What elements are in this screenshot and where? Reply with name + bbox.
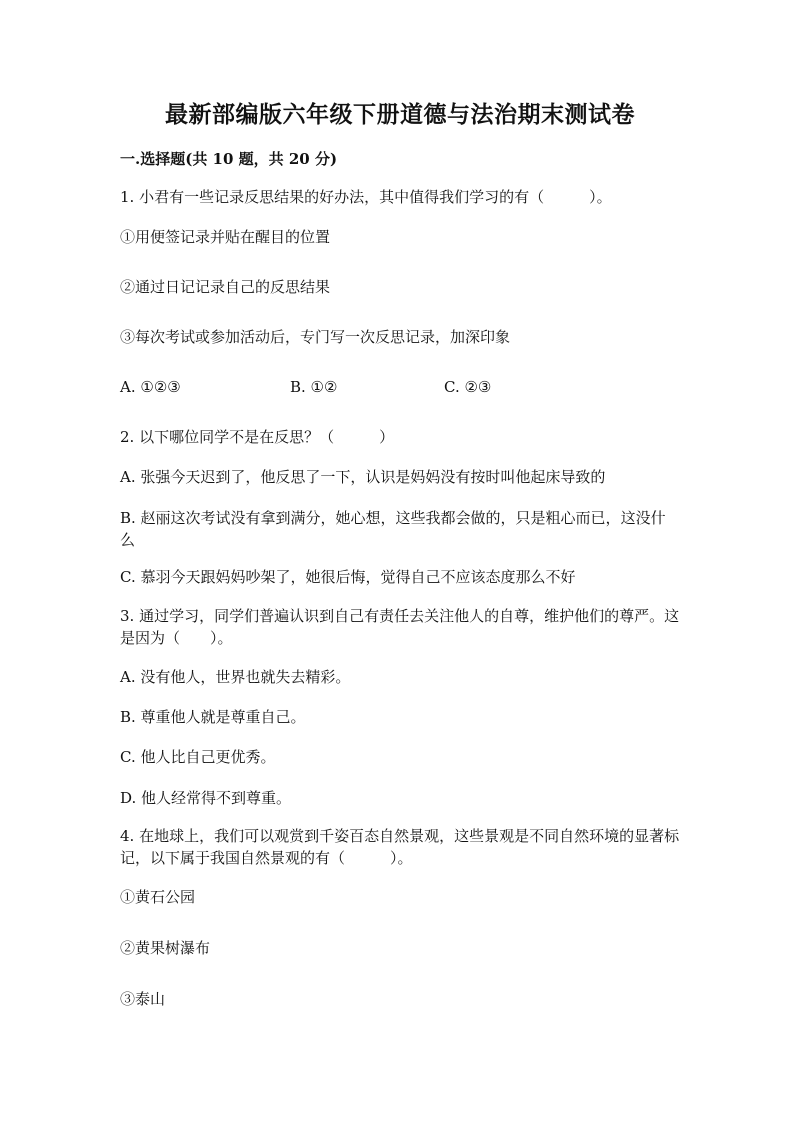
question-1-option-b: B. ①② — [290, 378, 338, 396]
question-3-stem: 3. 通过学习，同学们普遍认识到自己有责任去关注他人的自尊，维护他们的尊严。这是因为（ ）。 — [120, 607, 680, 647]
question-2-stem: 2. 以下哪位同学不是在反思？（ ） — [120, 428, 395, 446]
question-1-option-a: A. ①②③ — [120, 378, 181, 396]
question-3-option-b: B. 尊重他人就是尊重自己。 — [120, 708, 306, 726]
question-1-item-1: ①用便签记录并贴在醒目的位置 — [120, 228, 331, 246]
question-4-item-1: ①黄石公园 — [120, 888, 196, 906]
question-3-option-a: A. 没有他人，世界也就失去精彩。 — [120, 668, 351, 686]
page-title: 最新部编版六年级下册道德与法治期末测试卷 — [165, 101, 635, 128]
question-1-item-2: ②通过日记记录自己的反思结果 — [120, 278, 331, 296]
question-1-option-c: C. ②③ — [444, 378, 492, 396]
question-3-option-d: D. 他人经常得不到尊重。 — [120, 789, 292, 807]
question-1-item-3: ③每次考试或参加活动后，专门写一次反思记录，加深印象 — [120, 328, 511, 346]
question-4-item-3: ③泰山 — [120, 990, 166, 1008]
question-3-option-c: C. 他人比自己更优秀。 — [120, 748, 276, 766]
section-heading: 一.选择题(共 10 题，共 20 分) — [120, 150, 338, 168]
question-2-option-b: B. 赵丽这次考试没有拿到满分，她心想，这些我都会做的，只是粗心而已，这没什么 — [120, 509, 666, 549]
question-2-option-a: A. 张强今天迟到了，他反思了一下，认识是妈妈没有按时叫他起床导致的 — [120, 468, 606, 486]
question-2-option-c: C. 慕羽今天跟妈妈吵架了，她很后悔，觉得自己不应该态度那么不好 — [120, 568, 576, 586]
question-1-stem: 1. 小君有一些记录反思结果的好办法，其中值得我们学习的有（ ）。 — [120, 188, 612, 206]
question-4-item-2: ②黄果树瀑布 — [120, 939, 211, 957]
question-4-stem: 4. 在地球上，我们可以观赏到千姿百态自然景观，这些景观是不同自然环境的显著标记，以下属于我国自然景观的有（ ）。 — [120, 827, 680, 867]
